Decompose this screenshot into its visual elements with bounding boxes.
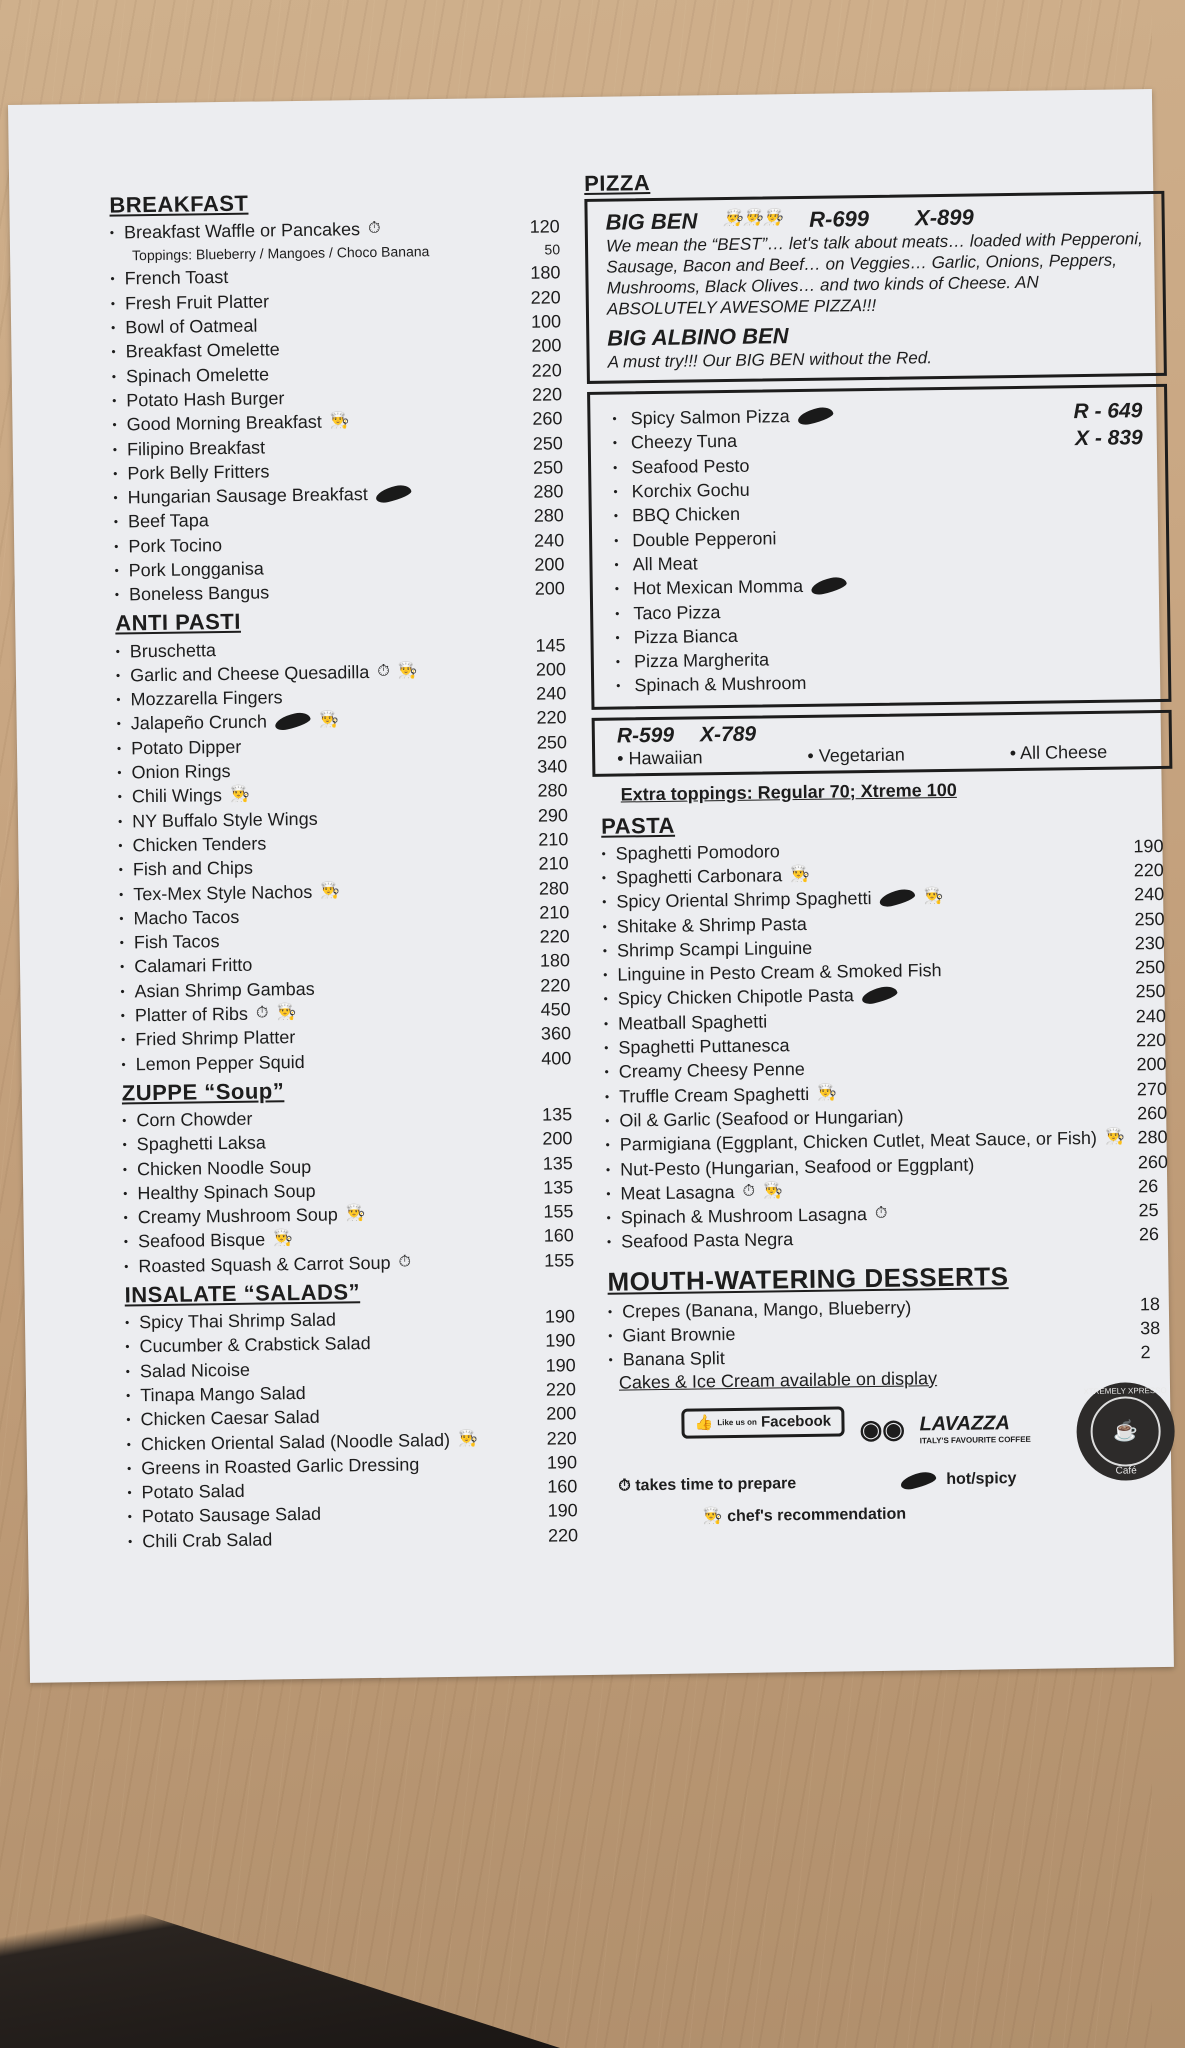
- pizza-group2-prices: [1073, 397, 1143, 452]
- menu-item-price: 360: [540, 1023, 572, 1044]
- menu-item-label: • Chili Wings: [131, 785, 223, 807]
- menu-item-price: 190: [544, 1306, 576, 1327]
- menu-item-label: • Parmigiana (Eggplant, Chicken Cutlet, Meat Sauce, or Fish): [619, 1128, 1098, 1155]
- facebook-label: Facebook: [760, 1412, 832, 1431]
- menu-item-price: 240: [1135, 1005, 1167, 1027]
- menu-item-label: • Shrimp Scampi Linguine: [616, 937, 813, 961]
- menu-item-label: • Corn Chowder: [136, 1108, 253, 1131]
- cafe-sub: Café: [1115, 1464, 1137, 1477]
- right-column: [584, 159, 1183, 1555]
- menu-item-label: • Hungarian Sausage Breakfast: [127, 484, 368, 508]
- chef-hat-icon: 👨‍🍳: [320, 882, 341, 900]
- menu-item-label: • Potato Salad: [141, 1480, 245, 1503]
- menu-item-price: 250: [1135, 957, 1166, 978]
- section-title-pasta: PASTA: [600, 812, 676, 839]
- list-pasta: [601, 833, 1179, 1254]
- menu-item-label: • Good Morning Breakfast: [126, 411, 322, 435]
- bigben-xtreme-price: X-899: [914, 204, 974, 231]
- menu-item-label: • Pork Belly Fritters: [127, 461, 270, 484]
- tripadvisor-owl-icon: ◉◉: [859, 1413, 906, 1444]
- menu-item-price: 210: [539, 902, 570, 923]
- legend-hot: [892, 1470, 1016, 1490]
- group3-item: • Hawaiian: [617, 746, 703, 769]
- menu-item-price: 230: [1134, 932, 1165, 954]
- menu-item-price: 2: [1140, 1342, 1151, 1363]
- menu-item-label: • Boneless Bangus: [128, 582, 270, 605]
- list-zuppe: [122, 1102, 574, 1278]
- menu-item-price: 240: [533, 529, 565, 551]
- menu-item-label: • Asian Shrimp Gambas: [134, 978, 315, 1002]
- stopwatch-icon: ⏱: [874, 1204, 888, 1223]
- menu-item-label: • Mozzarella Fingers: [130, 687, 283, 710]
- menu-item-label: • Lemon Pepper Squid: [135, 1051, 305, 1074]
- menu-item-price: 50: [544, 241, 561, 258]
- pizza-item-name: • Taco Pizza: [633, 601, 721, 623]
- menu-item-name: [121, 1047, 521, 1077]
- section-title-breakfast: BREAKFAST: [109, 190, 249, 218]
- menu-item-price: 200: [542, 1128, 573, 1149]
- menu-item-price: 145: [535, 634, 566, 656]
- albino-name: BIG ALBINO BEN: [607, 323, 789, 351]
- menu-sheet: [8, 89, 1174, 1683]
- legend-chef: [703, 1503, 907, 1526]
- menu-item-price: 200: [535, 659, 567, 680]
- menu-item-label: • Meatball Spaghetti: [617, 1011, 768, 1034]
- menu-item-label: • Spinach Omelette: [125, 364, 270, 387]
- menu-item-price: 160: [547, 1476, 578, 1497]
- menu-item-price: 210: [538, 853, 569, 874]
- group2-regular-price: R - 649: [1073, 399, 1143, 424]
- menu-item-label: • Salad Nicoise: [139, 1359, 251, 1381]
- menu-item-label: • Potato Hash Burger: [126, 388, 285, 411]
- menu-item-label: • Onion Rings: [131, 761, 231, 783]
- stopwatch-icon: ⏱: [742, 1182, 756, 1200]
- section-title-pizza: PIZZA: [583, 170, 651, 196]
- stopwatch-icon: ⏱: [255, 1004, 269, 1022]
- list-insalate: [125, 1304, 578, 1553]
- menu-item-label: • Crepes (Banana, Mango, Blueberry): [621, 1297, 912, 1322]
- menu-item-label: • Spaghetti Puttanesca: [618, 1035, 790, 1058]
- coffee-cup-icon: ☕: [1090, 1396, 1161, 1467]
- menu-item-name: [128, 1524, 528, 1554]
- section-title-zuppe: ZUPPE “Soup”: [121, 1078, 285, 1106]
- cafe-logo: [1076, 1381, 1175, 1480]
- bigben-name: BIG BEN: [605, 208, 698, 235]
- list-desserts: [608, 1291, 1181, 1372]
- stopwatch-icon: ⏱: [367, 219, 381, 238]
- menu-item-label: • Chicken Tenders: [132, 833, 267, 856]
- menu-item-label: • Breakfast Waffle or Pancakes: [123, 219, 361, 243]
- chef-hat-icon: 👨‍🍳: [762, 1182, 784, 1200]
- menu-item-price: 200: [546, 1403, 577, 1424]
- list-breakfast: [110, 214, 565, 607]
- chili-icon: [274, 711, 312, 733]
- thumbs-up-icon: 👍: [694, 1413, 714, 1432]
- list-pizza-group2: [612, 399, 1146, 698]
- menu-item-price: 220: [1136, 1029, 1167, 1051]
- pizza-item-name: • Korchix Gochu: [631, 479, 750, 502]
- pizza-item-name: • Cheezy Tuna: [630, 431, 738, 453]
- menu-item-price: 155: [543, 1201, 574, 1222]
- pizza-item-name: • Hot Mexican Momma: [632, 576, 804, 599]
- cafe-name: XTREMELY XPRESSO: [1083, 1385, 1167, 1396]
- menu-item-label: • Fish Tacos: [133, 931, 220, 953]
- pizza-item-name: • Seafood Pesto: [631, 455, 750, 478]
- menu-item-label: • Pork Longganisa: [128, 558, 264, 581]
- menu-item-label: • NY Buffalo Style Wings: [132, 808, 318, 832]
- menu-item-label: • Garlic and Cheese Quesadilla: [130, 661, 370, 686]
- menu-item-price: 280: [533, 505, 564, 527]
- menu-item-price: 135: [542, 1177, 574, 1198]
- footer: [601, 1385, 1183, 1555]
- menu-item: [124, 1248, 574, 1279]
- menu-item-label: • Spicy Oriental Shrimp Spaghetti: [616, 888, 872, 912]
- menu-item-label: • Banana Split: [622, 1348, 725, 1370]
- menu-item-price: 210: [538, 829, 569, 850]
- pizza-group2-box: [587, 384, 1171, 710]
- chef-hat-icon: 👨‍🍳: [229, 786, 250, 804]
- menu-item-price: 280: [533, 481, 564, 502]
- menu-item-label: • Spaghetti Laksa: [136, 1132, 266, 1155]
- chef-hat-icon: 👨‍🍳: [817, 1084, 838, 1102]
- menu-item-label: • Potato Sausage Salad: [141, 1504, 322, 1527]
- menu-item-price: 180: [530, 262, 561, 284]
- lavazza-tagline: ITALY'S FAVOURITE COFFEE: [919, 1434, 1031, 1445]
- pizza-group3-box: [592, 709, 1173, 776]
- menu-item-label: • Meat Lasagna: [620, 1181, 735, 1204]
- menu-item-label: • Tinapa Mango Salad: [140, 1382, 306, 1406]
- menu-item-label: • Linguine in Pesto Cream & Smoked Fish: [617, 960, 942, 985]
- menu-item: [121, 1046, 571, 1077]
- menu-item-price: 250: [532, 432, 563, 454]
- menu-item-label: • Spaghetti Carbonara: [615, 865, 783, 888]
- menu-item-price: 180: [539, 950, 571, 972]
- section-title-insalate: INSALATE “SALADS”: [124, 1279, 361, 1308]
- menu-item-label: • Spicy Chicken Chipotle Pasta: [617, 985, 854, 1010]
- group3-xtreme-price: X-789: [699, 722, 757, 746]
- pizza-item-name: • Double Pepperoni: [632, 527, 777, 550]
- menu-item-label: • Macho Tacos: [133, 906, 240, 929]
- menu-item-price: 260: [1137, 1151, 1169, 1172]
- menu-item-label: • Jalapeño Crunch: [130, 711, 268, 734]
- menu-item-label: • Seafood Pasta Negra: [620, 1229, 794, 1253]
- list-antipasti: [115, 633, 571, 1077]
- menu-item-label: • Chicken Caesar Salad: [140, 1406, 320, 1430]
- menu-item-label: • Breakfast Omelette: [125, 339, 280, 362]
- menu-item-price: 450: [540, 999, 571, 1020]
- facebook-badge[interactable]: [681, 1406, 844, 1438]
- group3-item: • Vegetarian: [807, 744, 905, 766]
- menu-item-price: 220: [546, 1427, 577, 1449]
- menu-item-price: 280: [1137, 1127, 1168, 1148]
- menu-item-label: • Tex-Mex Style Nachos: [133, 881, 313, 904]
- chef-hat-icon: 👨‍🍳: [1104, 1128, 1125, 1147]
- menu-item-price: 220: [539, 926, 570, 947]
- menu-item-price: 220: [531, 384, 563, 405]
- menu-item-label: • Cucumber & Crabstick Salad: [139, 1333, 371, 1357]
- menu-item-label: • Giant Brownie: [622, 1324, 736, 1346]
- chef-hat-icon: 👨‍🍳: [790, 865, 811, 884]
- pasta-section: [593, 805, 1181, 1396]
- menu-item-price: 290: [537, 804, 569, 826]
- menu-item-price: 18: [1139, 1293, 1161, 1315]
- bigben-chef-icons: 👨‍🍳👨‍🍳👨‍🍳: [723, 209, 784, 228]
- menu-item-label: • Spicy Thai Shrimp Salad: [139, 1309, 337, 1333]
- pizza-item-name: • All Meat: [632, 553, 698, 575]
- menu-item-label: Toppings: Blueberry / Mangoes / Choco Banana: [132, 243, 430, 264]
- menu-item-label: • French Toast: [124, 267, 229, 289]
- albino-description: A must try!!! Our BIG BEN without the Red.: [607, 348, 933, 372]
- menu-item-price: 190: [546, 1451, 578, 1473]
- section-title-antipasti: ANTI PASTI: [115, 609, 242, 637]
- chili-icon: [878, 887, 916, 909]
- menu-item-price: 25: [1138, 1200, 1159, 1221]
- lavazza-logo: [919, 1411, 1031, 1445]
- menu-item-price: 220: [530, 287, 561, 308]
- menu-item-price: 280: [538, 877, 570, 899]
- menu-item-label: • Roasted Squash & Carrot Soup: [138, 1252, 391, 1277]
- chili-icon: [375, 483, 413, 505]
- menu-item-price: 26: [1138, 1175, 1159, 1197]
- chef-hat-icon: 👨‍🍳: [276, 1004, 297, 1022]
- facebook-small-label: Like us on: [717, 1417, 757, 1427]
- menu-item-name: [124, 1249, 524, 1279]
- pizza-item-name: • Pizza Margherita: [633, 649, 770, 672]
- menu-item-label: • Spaghetti Pomodoro: [615, 841, 780, 864]
- pizza-item-name: • Spicy Salmon Pizza: [630, 406, 790, 429]
- chef-hat-icon: 👨‍🍳: [457, 1430, 479, 1448]
- menu-item-label: • Fish and Chips: [132, 857, 254, 880]
- chef-hat-icon: 👨‍🍳: [702, 1507, 723, 1525]
- menu-item-label: • Chicken Noodle Soup: [136, 1156, 312, 1179]
- chef-hat-icon: 👨‍🍳: [273, 1230, 294, 1248]
- chef-hat-icon: 👨‍🍳: [923, 888, 944, 906]
- menu-item-label: • Seafood Bisque: [137, 1229, 266, 1252]
- lavazza-text: LAVAZZA: [919, 1411, 1011, 1435]
- left-column: [109, 182, 578, 1553]
- menu-item-price: 135: [541, 1104, 573, 1125]
- menu-item-label: • Bruschetta: [129, 639, 217, 661]
- menu-item-label: • Chili Crab Salad: [142, 1529, 273, 1551]
- legend-hot-text: hot/spicy: [946, 1469, 1017, 1488]
- menu-item-label: • Truffle Cream Spaghetti: [618, 1083, 810, 1107]
- menu-item-label: • Nut-Pesto (Hungarian, Seafood or Eggplant): [619, 1154, 975, 1180]
- menu-item-name: [115, 577, 515, 607]
- menu-item-label: • Calamari Fritto: [134, 955, 253, 977]
- group3-regular-price: R-599: [616, 723, 675, 748]
- menu-item-price: 200: [531, 335, 562, 357]
- menu-item-price: 250: [532, 457, 564, 478]
- menu-item-price: 155: [543, 1249, 575, 1271]
- menu-item-price: 260: [1137, 1102, 1168, 1124]
- menu-item-price: 190: [1133, 835, 1164, 857]
- chef-hat-icon: 👨‍🍳: [329, 412, 350, 430]
- section-title-desserts: MOUTH-WATERING DESSERTS: [607, 1260, 1009, 1297]
- menu-item-label: • Platter of Ribs: [134, 1003, 249, 1026]
- menu-item-price: 120: [529, 216, 560, 237]
- menu-item-price: 250: [1134, 908, 1165, 929]
- menu-item-price: 220: [531, 359, 562, 381]
- menu-item-label: • Chicken Oriental Salad (Noodle Salad): [140, 1429, 451, 1454]
- legend-slow: [618, 1475, 796, 1495]
- menu-item-price: 135: [542, 1152, 573, 1174]
- menu-item-price: 400: [541, 1047, 572, 1069]
- menu-item-label: • Fried Shrimp Platter: [135, 1027, 296, 1050]
- menu-item-price: 220: [547, 1524, 579, 1546]
- menu-item-price: 190: [547, 1500, 578, 1521]
- menu-item-label: • Greens in Roasted Garlic Dressing: [141, 1454, 420, 1479]
- menu-item-label: • Filipino Breakfast: [126, 436, 266, 459]
- menu-item-label: • Fresh Fruit Platter: [124, 291, 270, 314]
- chili-icon: [810, 575, 848, 597]
- menu-item-price: 340: [537, 756, 568, 777]
- menu-item: [115, 576, 565, 607]
- chef-hat-icon: 👨‍🍳: [345, 1205, 366, 1223]
- menu-item-price: 220: [1133, 859, 1164, 881]
- menu-item-price: 100: [530, 311, 562, 332]
- menu-item-price: 240: [1133, 884, 1165, 905]
- menu-item-price: 250: [1135, 981, 1166, 1002]
- menu-item-price: 200: [534, 554, 565, 575]
- chef-hat-icon: 👨‍🍳: [318, 711, 339, 730]
- menu-item-label: • Beef Tapa: [127, 510, 209, 532]
- menu-item-price: 270: [1136, 1078, 1168, 1100]
- menu-item-price: 220: [536, 707, 567, 729]
- stopwatch-icon: ⏱: [398, 1253, 412, 1271]
- menu-item-price: 220: [540, 974, 571, 996]
- menu-item-label: • Pork Tocino: [128, 534, 223, 557]
- extra-toppings: Extra toppings: Regular 70; Xtreme 100: [620, 779, 957, 805]
- legend-chef-text: chef's recommendation: [727, 1505, 907, 1525]
- pizza-item-name: • BBQ Chicken: [631, 504, 741, 526]
- menu-item-label: • Bowl of Oatmeal: [125, 315, 258, 338]
- pizza-item-name: • Spinach & Mushroom: [634, 673, 807, 696]
- menu-item-label: • Shitake & Shrimp Pasta: [616, 913, 807, 937]
- legend-slow-text: takes time to prepare: [635, 1474, 797, 1494]
- menu-item-label: • Creamy Cheesy Penne: [618, 1059, 805, 1082]
- menu-item-label: • Potato Dipper: [131, 736, 242, 759]
- chili-icon: [797, 405, 835, 427]
- bigben-box: [584, 191, 1167, 384]
- group2-xtreme-price: X - 839: [1074, 426, 1143, 451]
- menu-item-price: 200: [1136, 1054, 1167, 1075]
- menu-item-price: 200: [534, 578, 565, 599]
- chili-icon: [899, 1469, 937, 1491]
- menu-item-price: 38: [1140, 1318, 1161, 1339]
- chili-icon: [861, 985, 899, 1007]
- menu-item-label: • Oil & Garlic (Seafood or Hungarian): [619, 1106, 904, 1131]
- menu-item-price: 240: [536, 683, 567, 704]
- menu-item-price: 260: [532, 408, 563, 429]
- group3-item: • All Cheese: [1009, 741, 1108, 763]
- menu-item-price: 190: [545, 1354, 576, 1376]
- menu-item-price: 220: [545, 1379, 577, 1400]
- pizza-item-name: • Pizza Bianca: [633, 625, 738, 648]
- chef-hat-icon: 👨‍🍳: [397, 662, 418, 680]
- menu-item-label: • Creamy Mushroom Soup: [137, 1204, 338, 1228]
- menu-item-price: 250: [536, 732, 568, 753]
- stopwatch-icon: ⏱: [377, 662, 390, 680]
- desserts-note: Cakes & Ice Cream available on display: [618, 1367, 938, 1393]
- stopwatch-icon: ⏱: [618, 1476, 631, 1495]
- menu-item-price: 280: [537, 780, 568, 802]
- menu-item-price: 190: [545, 1330, 576, 1351]
- menu-item: [128, 1523, 578, 1554]
- bigben-description: We mean the “BEST”… let's talk about meats… loaded with Pepperoni, Sausage, Bacon and Beef… on Veggies… Garlic, Onions, Peppers, Mushrooms, Black Olives… and two kinds of Cheese. AN ABSOLUTELY AWESOME PIZZA!!!: [605, 229, 1143, 319]
- menu-item-label: • Healthy Spinach Soup: [137, 1180, 316, 1204]
- bigben-regular-price: R-699: [808, 205, 870, 232]
- menu-item-price: 26: [1138, 1224, 1160, 1245]
- menu-item-price: 160: [543, 1225, 574, 1247]
- menu-item-label: • Spinach & Mushroom Lasagna: [620, 1204, 868, 1228]
